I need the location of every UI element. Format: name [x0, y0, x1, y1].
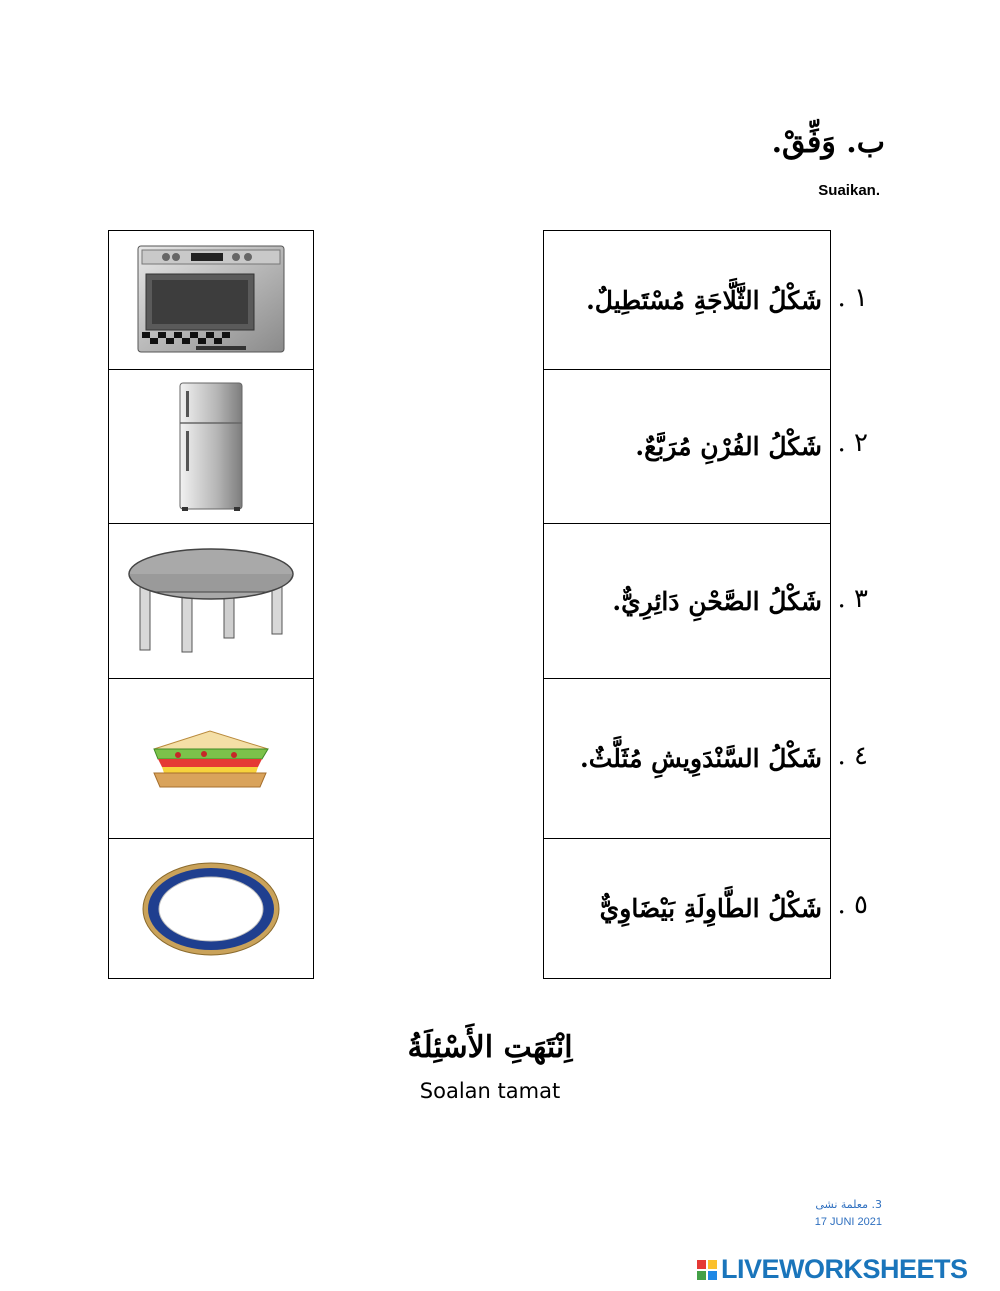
sentence-text: شَكْلُ السَّنْدَوِيشِ مُثَلَّثٌ.	[580, 744, 822, 773]
sentence-text: شَكْلُ الثَّلَّاجَةِ مُسْتَطِيلٌ.	[586, 285, 822, 315]
sentence-cell-3[interactable]	[544, 524, 830, 679]
end-title-arabic: اِنْتَهَتِ الأَسْئِلَةُ	[407, 1030, 573, 1065]
footer-date: 17 JUNI 2021	[814, 1216, 882, 1228]
sentence-text: شَكْلُ الطَّاوِلَةِ بَيْضَاوِيٌّ	[599, 894, 822, 923]
image-cell-sandwich[interactable]	[109, 679, 313, 839]
item-number: ٥ .	[837, 890, 868, 920]
logo-blocks-icon	[697, 1260, 717, 1280]
oval-table-icon	[126, 546, 296, 656]
sentence-text: شَكْلُ الفُرْنِ مُرَبَّعٌ.	[635, 432, 822, 461]
image-cell-table[interactable]	[109, 524, 313, 679]
sentence-cell-5[interactable]	[544, 839, 830, 978]
item-number: ١ .	[837, 283, 868, 313]
image-cell-refrigerator[interactable]	[109, 370, 313, 524]
section-title: ب. وَفِّقْ.	[771, 125, 885, 160]
oven-icon	[136, 244, 286, 356]
sentence-column	[543, 230, 831, 979]
liveworksheets-logo[interactable]	[697, 1254, 968, 1285]
item-number: ٤ .	[837, 741, 868, 771]
item-number: ٣ .	[837, 584, 868, 614]
sentence-cell-1[interactable]	[544, 231, 830, 370]
image-cell-plate[interactable]	[109, 839, 313, 978]
footer-author: 3. معلمة نشى	[815, 1198, 882, 1211]
sentence-cell-2[interactable]	[544, 370, 830, 524]
logo-text: LIVEWORKSHEETS	[721, 1254, 968, 1284]
sentence-text: شَكْلُ الصَّحْنِ دَائِرِيٌّ.	[612, 586, 822, 616]
sandwich-icon	[148, 727, 274, 791]
sentence-cell-4[interactable]	[544, 679, 830, 839]
item-number: ٢ .	[837, 428, 868, 458]
refrigerator-icon	[176, 381, 246, 513]
section-subtitle: Suaikan.	[818, 182, 880, 199]
image-column	[108, 230, 314, 979]
end-title-malay: Soalan tamat	[419, 1079, 561, 1103]
image-cell-oven[interactable]	[109, 231, 313, 370]
oval-plate-icon	[139, 859, 283, 959]
